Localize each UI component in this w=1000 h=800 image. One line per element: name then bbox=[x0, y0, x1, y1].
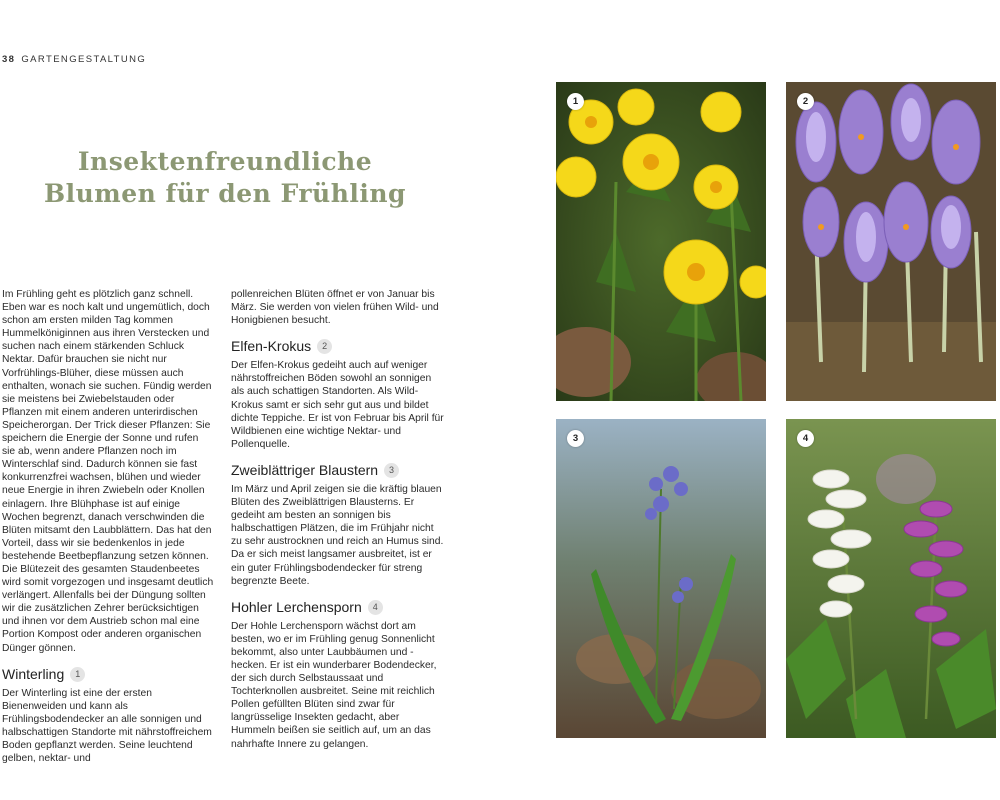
section-heading-winterling bbox=[2, 667, 214, 682]
heading-text: Elfen-Krokus bbox=[231, 338, 312, 355]
number-badge: 3 bbox=[384, 463, 399, 478]
heading-text: Zweiblättriger Blaustern bbox=[231, 461, 379, 478]
section-heading-elfen-krokus bbox=[231, 339, 446, 354]
section-text-blaustern: Im März und April zeigen sie die kräftig blauen Blüten des Zweiblättrigen Blausterns. Er gedeiht am besten an sonnigen bis halbschattigen Plätzen, die im Frühjahr nicht zu sehr austrocknen und reich an Humus sind. Da er sich meist langsamer ausbreitet, ist er ein guter Frühlingsbodendecker für streng begrenzte Beete. bbox=[231, 483, 444, 587]
number-badge: 2 bbox=[317, 339, 332, 354]
section-text-lerchensporn: Der Hohle Lerchensporn wächst dort am besten, wo er im Frühling genug Sonnenlicht bekommt, also unter Laubbäumen und -hecken. Er ist ein wunderbarer Bodendecker, der sich durch Selbstaussaat und Tochterknollen ausbreitet. Seine mit reichlich Pollen gefüllten Blüten sind zwar für langrüsselige Insekten gedacht, aber Hummeln beißen sie seitlich auf, um an das nahrhafte Innere zu gelangen. bbox=[231, 620, 437, 750]
photo-number-badge: 4 bbox=[797, 430, 814, 447]
section-text-elfen-krokus: Der Elfen-Krokus gedeiht auch auf weniger nährstoffreichen Böden sowohl an sonnigen als auch schattigen Standorten. Als Wild-Krokus samt er sich sehr gut aus und bildet dichte Teppiche. Er ist von Februar bis April für Wildbienen eine wichtige Nektar- und Pollenquelle. bbox=[231, 360, 444, 450]
text-column-right bbox=[231, 288, 446, 751]
page-header bbox=[2, 54, 146, 65]
photo-number-badge: 3 bbox=[567, 430, 584, 447]
photo-number-badge: 1 bbox=[567, 93, 584, 110]
section-text-winterling: Der Winterling ist eine der ersten Bienenweiden und kann als Frühlingsbodendecker an alle sonnigen und halbschattigen Standorte mit nährstoffreichem Boden gepflanzt werden. Seine leuchtend gelben, nektar- und bbox=[2, 687, 212, 765]
heading-text: Hohler Lerchensporn bbox=[231, 598, 362, 615]
number-badge: 1 bbox=[70, 667, 85, 682]
page-number: 38 bbox=[2, 54, 16, 65]
photo-number-badge: 2 bbox=[797, 93, 814, 110]
title-line-1: Insektenfreundliche bbox=[77, 147, 373, 176]
title-line-2: Blumen für den Frühling bbox=[43, 179, 407, 208]
section-heading-lerchensporn bbox=[231, 600, 446, 615]
number-badge: 4 bbox=[368, 600, 383, 615]
page-title bbox=[0, 146, 450, 210]
crocus-photo bbox=[786, 82, 996, 401]
section-label: GARTENGESTALTUNG bbox=[21, 54, 147, 65]
squill-photo bbox=[556, 419, 766, 738]
section-heading-blaustern bbox=[231, 463, 446, 478]
corydalis-photo bbox=[786, 419, 996, 738]
section-text-winterling-continued: pollenreichen Blüten öffnet er von Januar bis März. Sie werden von vielen frühen Wild- und Honigbienen besucht. bbox=[231, 289, 439, 327]
heading-text: Winterling bbox=[2, 665, 65, 682]
text-column-left bbox=[2, 288, 214, 765]
winter-aconite-photo bbox=[556, 82, 766, 401]
intro-paragraph: Im Frühling geht es plötzlich ganz schnell. Eben war es noch kalt und ungemütlich, doch schon am ersten milden Tag kommen Hummelköniginnen aus ihren Verstecken und suchen nach einem stärkenden Schluck Nektar. Dafür brauchen sie nicht nur Vorfrühlings-Blüher, diese müssen auch enthalten, wonach sie suchen. Fündig werden sie meistens bei Zwiebelstauden oder Pflanzen mit einem anderen unterirdischen Speicherorgan. Der Trick dieser Pflanzen: Sie speichern die Energie der Sonne und rufen sie ab, wenn andere Pflanzen noch im Winterschlaf sind. Dadurch können sie fast konkurrenzfrei wachsen, blühen und wieder neue Energie in ihren Zwiebeln oder Knollen einlagern. Ihre Blühphase ist auf einige Wochen begrenzt, danach verschwinden die Blüten mitsamt den Laubblättern. Das hat den Vorteil, dass wir sie bedenkenlos in jede bestehende Beetbepflanzung setzen können. Die Blütezeit des gesamten Staudenbeetes wird somit vorgezogen und insgesamt deutlich verlängert. Allenfalls bei der Düngung sollten wir die zusätzlichen Zehrer berücksichtigen und ihnen vor dem Austrieb schon mal eine Portion Kompost oder anderen organischen Dünger gönnen. bbox=[2, 289, 214, 654]
